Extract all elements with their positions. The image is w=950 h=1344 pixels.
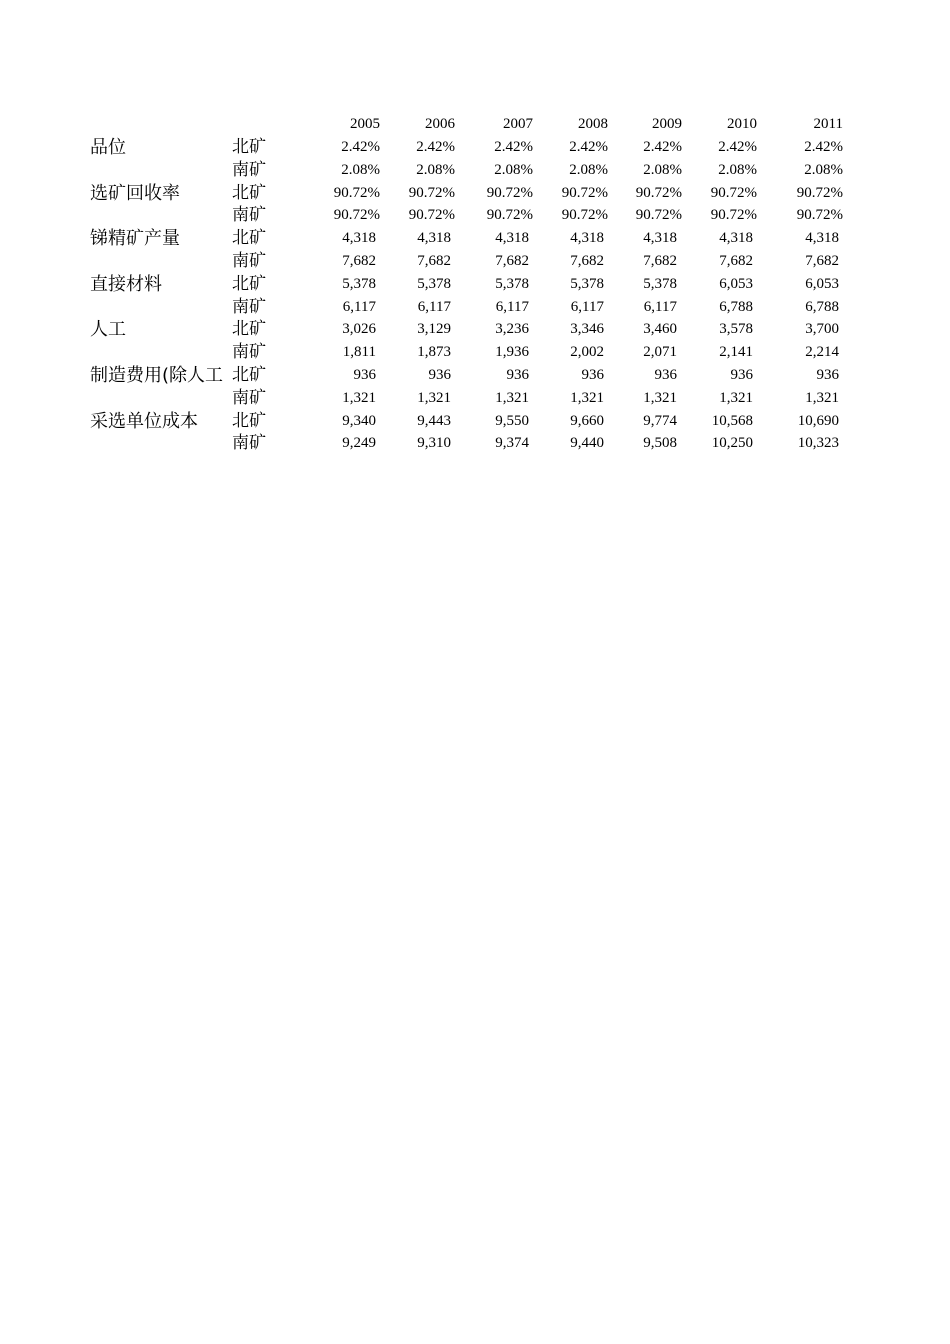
table-cell: 1,873 — [417, 344, 451, 361]
table-cell: 936 — [353, 367, 376, 383]
table-cell: 6,788 — [719, 298, 753, 315]
year-header-cell: 2011 — [813, 116, 843, 132]
row-mine-label: 南矿 — [232, 387, 266, 408]
table-cell: 1,321 — [719, 389, 753, 406]
row-category-label: 直接材料 — [90, 273, 162, 295]
table-row — [0, 204, 950, 227]
table-cell: 9,550 — [495, 412, 529, 429]
row-mine-label: 北矿 — [232, 228, 266, 249]
table-row — [0, 410, 950, 433]
row-category-label: 选矿回收率 — [90, 182, 180, 204]
table-cell: 2.42% — [416, 139, 455, 155]
table-cell: 6,053 — [805, 275, 839, 292]
year-header-cell: 2005 — [350, 116, 380, 132]
table-cell: 2.42% — [804, 139, 843, 155]
table-cell: 2,141 — [719, 344, 753, 361]
table-cell: 1,936 — [495, 344, 529, 361]
table-cell: 3,129 — [417, 321, 451, 338]
table-row — [0, 227, 950, 250]
table-cell: 2,002 — [570, 344, 604, 361]
row-mine-label: 南矿 — [232, 159, 266, 180]
table-cell: 2.08% — [341, 161, 380, 178]
table-cell: 7,682 — [643, 253, 677, 269]
table-cell: 7,682 — [417, 253, 451, 269]
table-row — [0, 273, 950, 296]
table-row — [0, 387, 950, 410]
table-cell: 90.72% — [635, 207, 682, 224]
table-cell: 4,318 — [719, 230, 753, 247]
table-cell: 936 — [816, 367, 839, 383]
table-cell: 2.08% — [643, 161, 682, 178]
table-row — [0, 318, 950, 341]
table-cell: 90.72% — [486, 184, 533, 201]
table-cell: 5,378 — [570, 275, 604, 292]
table-cell: 936 — [654, 367, 677, 383]
table-cell: 9,249 — [342, 435, 376, 452]
table-cell: 2.42% — [718, 139, 757, 155]
row-mine-label: 南矿 — [232, 342, 266, 363]
table-cell: 4,318 — [805, 230, 839, 247]
table-cell: 9,340 — [342, 412, 376, 429]
table-cell: 1,321 — [495, 389, 529, 406]
row-mine-label: 北矿 — [232, 365, 266, 385]
table-cell: 7,682 — [495, 253, 529, 269]
table-cell: 2.42% — [494, 139, 533, 155]
table-cell: 936 — [730, 367, 753, 383]
table-cell: 90.72% — [333, 207, 380, 224]
table-cell: 1,811 — [342, 344, 376, 361]
table-cell: 9,440 — [570, 435, 604, 452]
table-cell: 4,318 — [417, 230, 451, 247]
table-cell: 2.08% — [804, 161, 843, 178]
table-cell: 4,318 — [643, 230, 677, 247]
table-row — [0, 159, 950, 182]
row-mine-label: 北矿 — [232, 137, 266, 157]
year-header-cell: 2008 — [578, 116, 608, 132]
table-cell: 7,682 — [570, 253, 604, 269]
table-cell: 936 — [506, 367, 529, 383]
table-cell: 90.72% — [333, 184, 380, 201]
table-cell: 90.72% — [408, 184, 455, 201]
table-cell: 9,660 — [570, 412, 604, 429]
table-cell: 936 — [581, 367, 604, 383]
table-cell: 3,346 — [570, 321, 604, 338]
table-cell: 3,460 — [643, 321, 677, 338]
table-cell: 90.72% — [486, 207, 533, 224]
table-row — [0, 136, 950, 159]
table-cell: 10,323 — [797, 435, 839, 452]
table-cell: 6,117 — [342, 298, 376, 315]
table-cell: 4,318 — [495, 230, 529, 247]
table-cell: 10,568 — [711, 412, 753, 429]
row-mine-label: 南矿 — [232, 251, 266, 271]
table-cell: 90.72% — [635, 184, 682, 201]
table-cell: 3,700 — [805, 321, 839, 338]
table-cell: 2.42% — [643, 139, 682, 155]
table-cell: 2,214 — [805, 344, 839, 361]
table-cell: 2,071 — [643, 344, 677, 361]
table-cell: 5,378 — [643, 275, 677, 292]
table-cell: 10,250 — [711, 435, 753, 452]
year-header-cell: 2006 — [425, 116, 455, 132]
row-category-label: 人工 — [90, 319, 126, 341]
table-cell: 2.08% — [416, 161, 455, 178]
row-category-label: 品位 — [90, 137, 126, 158]
table-cell: 5,378 — [417, 275, 451, 292]
table-cell: 10,690 — [797, 412, 839, 429]
table-cell: 6,117 — [570, 298, 604, 315]
table-cell: 1,321 — [417, 389, 451, 406]
table-cell: 1,321 — [570, 389, 604, 406]
row-mine-label: 北矿 — [232, 319, 266, 340]
table-cell: 5,378 — [495, 275, 529, 292]
table-cell: 9,374 — [495, 435, 529, 452]
table-cell: 936 — [428, 367, 451, 383]
table-cell: 5,378 — [342, 275, 376, 292]
table-cell: 1,321 — [342, 389, 376, 406]
table-cell: 2.08% — [718, 161, 757, 178]
table-cell: 3,578 — [719, 321, 753, 338]
table-cell: 6,117 — [495, 298, 529, 315]
year-header-cell: 2007 — [503, 116, 533, 132]
table-cell: 90.72% — [561, 184, 608, 201]
year-header-cell: 2010 — [727, 116, 757, 132]
table-cell: 3,236 — [495, 321, 529, 338]
table-cell: 6,117 — [643, 298, 677, 315]
year-header-cell: 2009 — [652, 116, 682, 132]
table-cell: 2.42% — [569, 139, 608, 155]
row-mine-label: 南矿 — [232, 205, 266, 226]
table-cell: 90.72% — [796, 207, 843, 224]
table-cell: 4,318 — [570, 230, 604, 247]
table-cell: 7,682 — [719, 253, 753, 269]
table-cell: 1,321 — [805, 389, 839, 406]
row-mine-label: 南矿 — [232, 433, 266, 454]
table-cell: 90.72% — [408, 207, 455, 224]
row-category-label: 制造费用(除人工 — [90, 365, 224, 386]
table-row — [0, 250, 950, 273]
table-row — [0, 341, 950, 364]
table-cell: 9,443 — [417, 412, 451, 429]
table-cell: 9,310 — [417, 435, 451, 452]
table-cell: 2.08% — [569, 161, 608, 178]
year-header-row — [0, 113, 950, 136]
table-cell: 6,788 — [805, 298, 839, 315]
table-cell: 4,318 — [342, 230, 376, 247]
row-mine-label: 北矿 — [232, 182, 266, 203]
table-cell: 6,117 — [417, 298, 451, 315]
table-cell: 2.42% — [341, 139, 380, 155]
row-mine-label: 北矿 — [232, 273, 266, 294]
table-cell: 9,774 — [643, 412, 677, 429]
table-cell: 7,682 — [342, 253, 376, 269]
table-cell: 90.72% — [561, 207, 608, 224]
table-cell: 1,321 — [643, 389, 677, 406]
table-cell: 2.08% — [494, 161, 533, 178]
table-row — [0, 182, 950, 205]
table-cell: 6,053 — [719, 275, 753, 292]
table-row — [0, 432, 950, 455]
table-cell: 90.72% — [796, 184, 843, 201]
table-cell: 7,682 — [805, 253, 839, 269]
row-category-label: 锑精矿产量 — [90, 228, 180, 250]
table-row — [0, 364, 950, 387]
table-cell: 90.72% — [710, 207, 757, 224]
table-cell: 3,026 — [342, 321, 376, 338]
table-row — [0, 296, 950, 319]
row-mine-label: 南矿 — [232, 296, 266, 317]
table-cell: 9,508 — [643, 435, 677, 452]
row-mine-label: 北矿 — [232, 410, 266, 431]
table-cell: 90.72% — [710, 184, 757, 201]
row-category-label: 采选单位成本 — [90, 410, 198, 432]
